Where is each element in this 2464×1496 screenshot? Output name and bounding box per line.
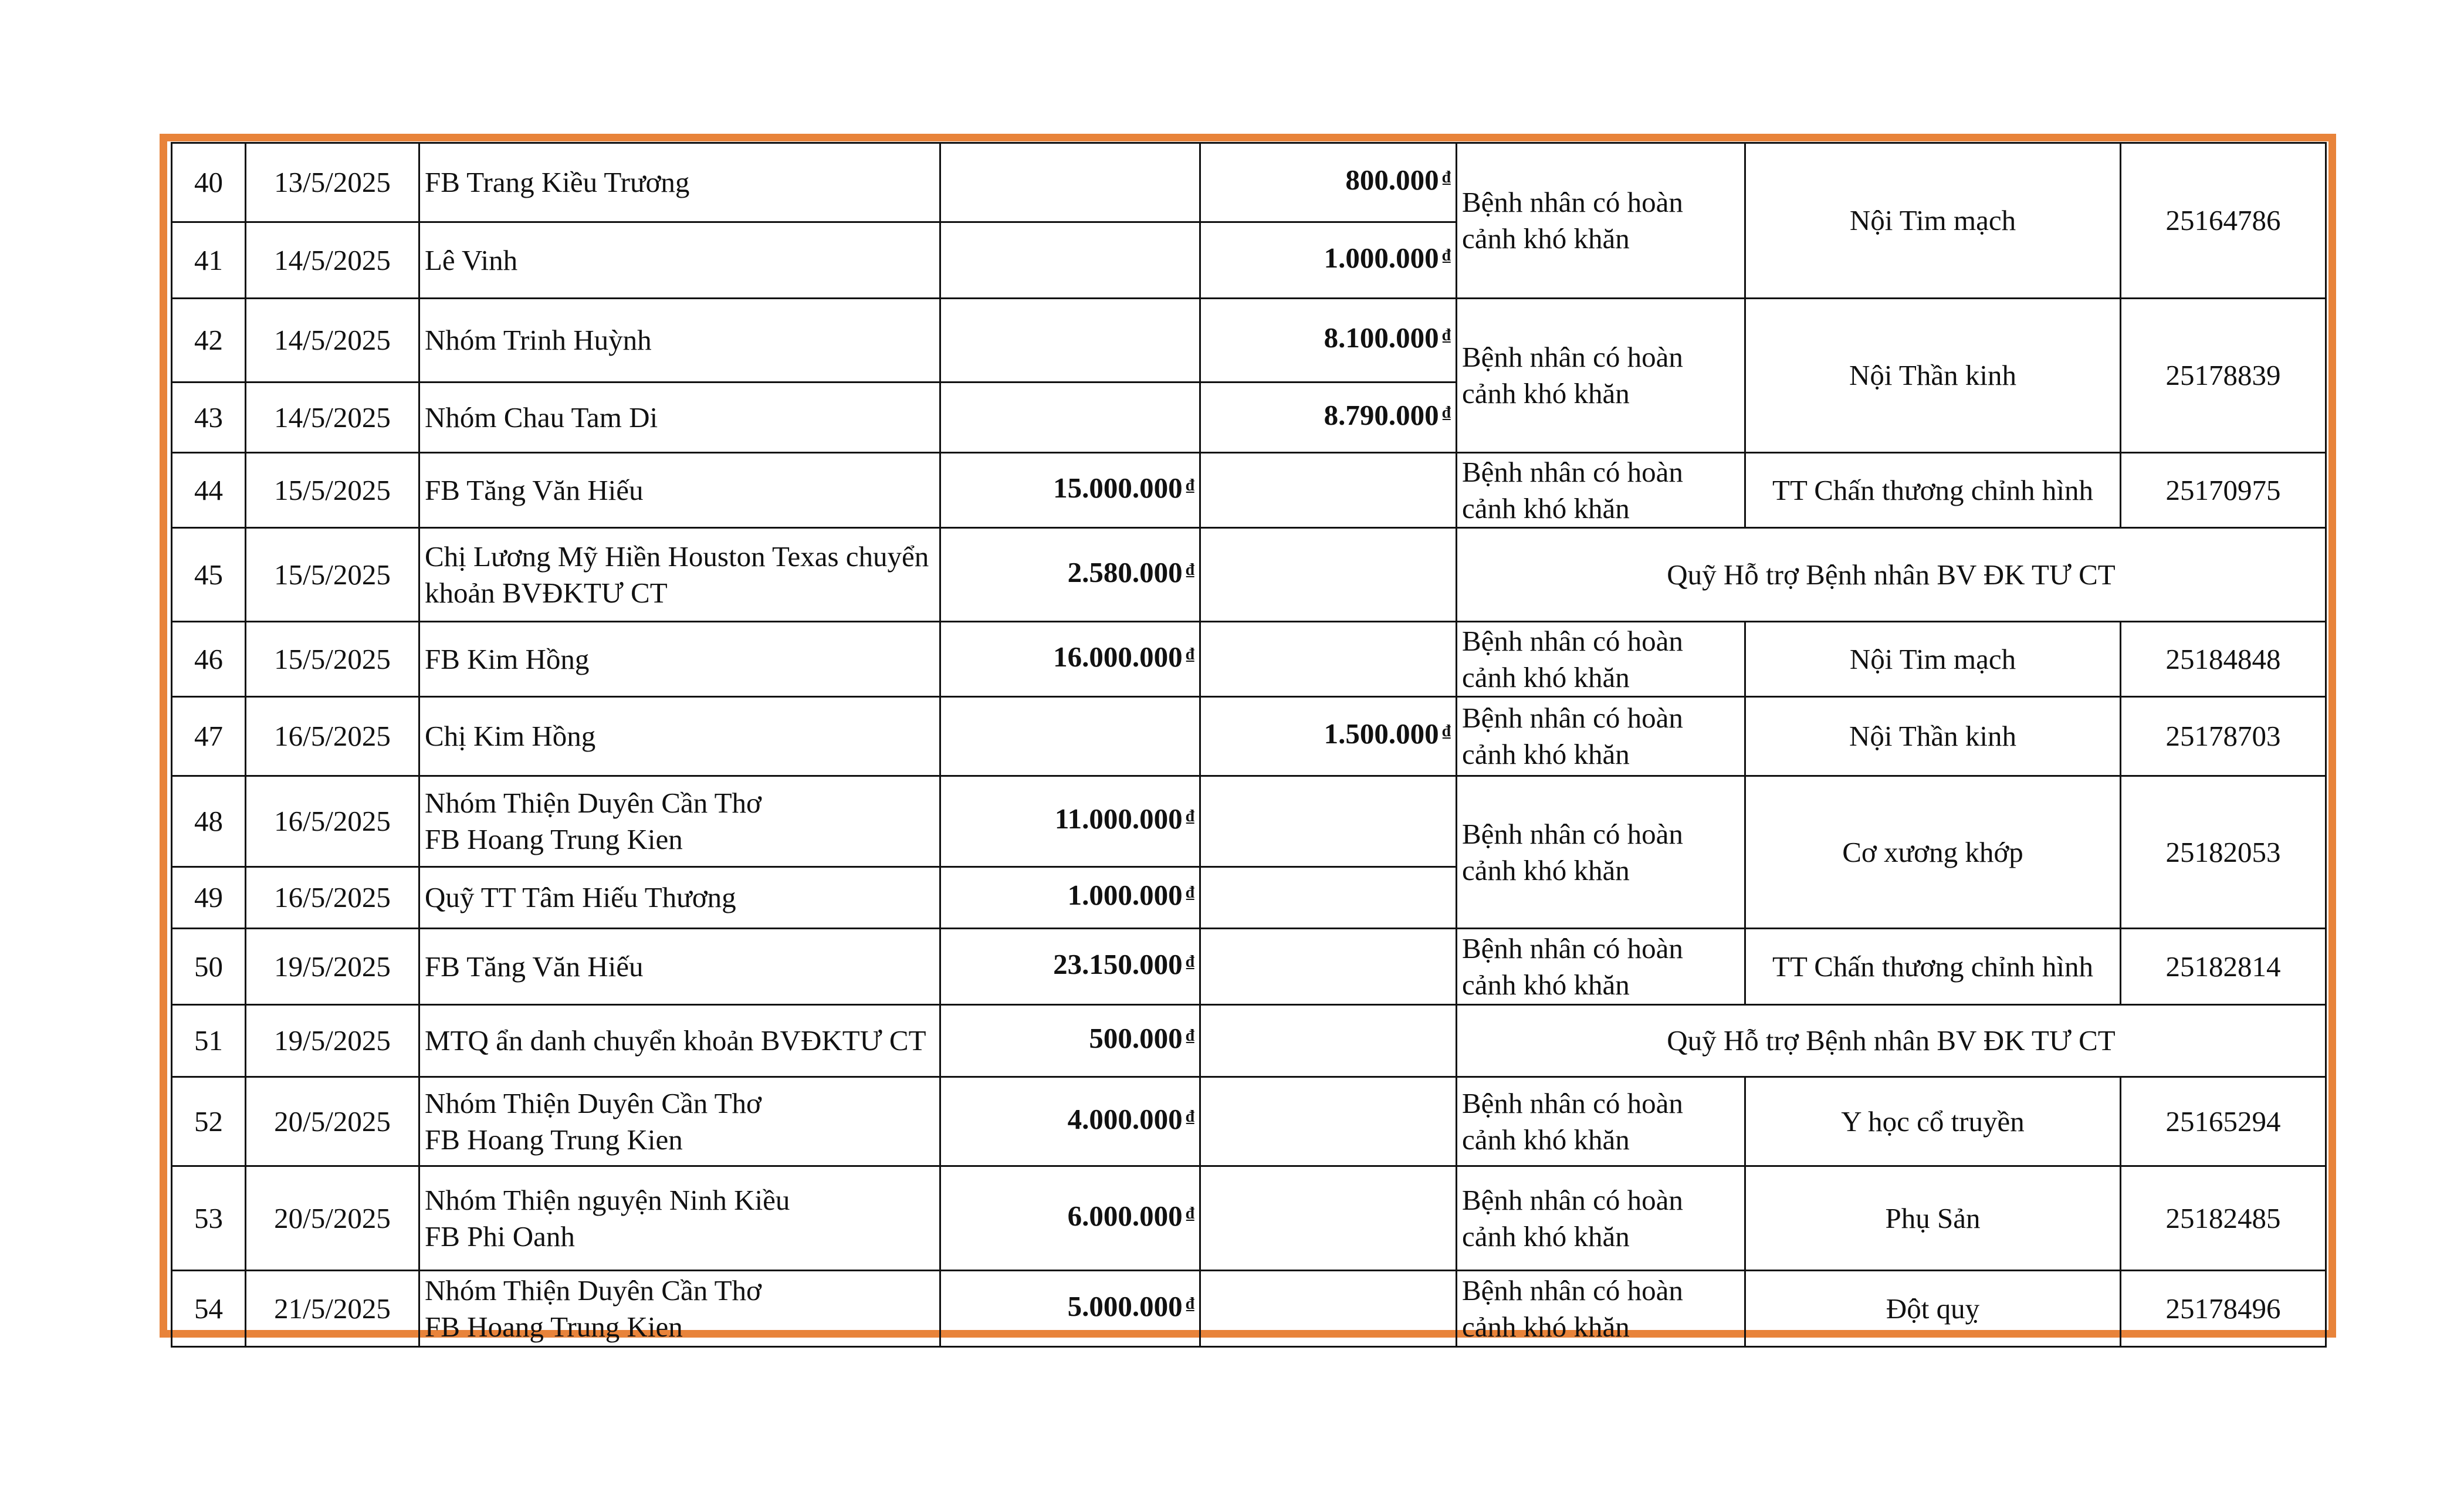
amount-cash-cell [940,1166,1200,1271]
department-cell: Phụ Sản [1745,1166,2121,1271]
amount-cash-cell [940,622,1200,697]
patient-code-cell: 25182053 [2121,776,2326,929]
department-cell: TT Chấn thương chỉnh hình [1745,453,2121,528]
row-number: 51 [172,1005,246,1077]
table-row [172,929,2326,1005]
department-cell: Nội Tim mạch [1745,143,2121,299]
currency-symbol: ₫ [1186,1294,1194,1313]
amount-transfer-cell [1200,528,1457,622]
currency-symbol: ₫ [1186,476,1194,495]
purpose-cell: Bệnh nhân có hoàn cảnh khó khăn [1457,143,1745,299]
row-number: 53 [172,1166,246,1271]
donor-name: Nhóm Chau Tam Di [419,383,940,453]
amount-cash-cell [940,697,1200,776]
amount-transfer-cell [1200,143,1457,222]
amount-transfer-cell [1200,867,1457,929]
currency-symbol: ₫ [1442,326,1451,344]
amount-cash-cell [940,383,1200,453]
donor-name: FB Tăng Văn Hiếu [419,929,940,1005]
amount-value: 2.580.000 [1067,556,1183,588]
amount-transfer-cell [1200,1077,1457,1166]
amount-cash-cell [940,1271,1200,1347]
amount-value: 8.790.000 [1324,398,1439,431]
amount-cash-cell [940,1077,1200,1166]
donation-date: 15/5/2025 [246,622,419,697]
patient-code-cell: 25170975 [2121,453,2326,528]
amount-cash-cell [940,776,1200,867]
row-number: 52 [172,1077,246,1166]
patient-code-cell: 25182814 [2121,929,2326,1005]
fund-cell: Quỹ Hỗ trợ Bệnh nhân BV ĐK TƯ CT [1457,528,2326,622]
table-row [172,143,2326,222]
patient-code-cell: 25182485 [2121,1166,2326,1271]
patient-code-cell: 25164786 [2121,143,2326,299]
table-row [172,1077,2326,1166]
amount-value: 5.000.000 [1067,1289,1183,1322]
donation-date: 16/5/2025 [246,697,419,776]
department-cell: TT Chấn thương chỉnh hình [1745,929,2121,1005]
donor-name: Chị Kim Hồng [419,697,940,776]
amount-cash-cell [940,528,1200,622]
donor-name: Lê Vinh [419,222,940,299]
donor-name: Nhóm Thiện Duyên Cần Thơ FB Hoang Trung Kien [419,1271,940,1347]
donor-name: Nhóm Trinh Huỳnh [419,299,940,383]
amount-cash-cell [940,929,1200,1005]
donor-name: FB Kim Hồng [419,622,940,697]
donation-date: 13/5/2025 [246,143,419,222]
patient-code-cell: 25178496 [2121,1271,2326,1347]
currency-symbol: ₫ [1186,884,1194,902]
amount-value: 11.000.000 [1054,803,1183,835]
donor-name: Nhóm Thiện nguyện Ninh Kiều FB Phi Oanh [419,1166,940,1271]
department-cell: Đột quỵ [1745,1271,2121,1347]
amount-transfer-cell [1200,1005,1457,1077]
donation-date: 15/5/2025 [246,453,419,528]
amount-transfer-cell [1200,383,1457,453]
table-row [172,453,2326,528]
amount-transfer-cell [1200,299,1457,383]
patient-code-cell: 25178839 [2121,299,2326,453]
amount-transfer-cell [1200,776,1457,867]
table-row [172,528,2326,622]
table-row [172,1271,2326,1347]
amount-value: 8.100.000 [1324,321,1439,354]
donor-name: FB Trang Kiều Trương [419,143,940,222]
row-number: 50 [172,929,246,1005]
department-cell: Cơ xương khớp [1745,776,2121,929]
currency-symbol: ₫ [1442,246,1451,265]
purpose-cell: Bệnh nhân có hoàn cảnh khó khăn [1457,453,1745,528]
amount-value: 1.500.000 [1324,717,1439,750]
purpose-cell: Bệnh nhân có hoàn cảnh khó khăn [1457,697,1745,776]
donation-date: 19/5/2025 [246,929,419,1005]
amount-transfer-cell [1200,222,1457,299]
amount-cash-cell [940,299,1200,383]
patient-code-cell: 25184848 [2121,622,2326,697]
amount-cash-cell [940,143,1200,222]
row-number: 46 [172,622,246,697]
donation-date: 21/5/2025 [246,1271,419,1347]
purpose-cell: Bệnh nhân có hoàn cảnh khó khăn [1457,622,1745,697]
currency-symbol: ₫ [1186,1204,1194,1223]
amount-cash-cell [940,1005,1200,1077]
department-cell: Y học cổ truyền [1745,1077,2121,1166]
amount-value: 16.000.000 [1053,640,1183,673]
currency-symbol: ₫ [1186,952,1194,971]
fund-cell: Quỹ Hỗ trợ Bệnh nhân BV ĐK TƯ CT [1457,1005,2326,1077]
amount-transfer-cell [1200,929,1457,1005]
row-number: 43 [172,383,246,453]
row-number: 49 [172,867,246,929]
amount-value: 15.000.000 [1053,471,1183,504]
amount-value: 800.000 [1345,164,1439,196]
table-row [172,299,2326,383]
patient-code-cell: 25178703 [2121,697,2326,776]
row-number: 44 [172,453,246,528]
currency-symbol: ₫ [1186,560,1194,579]
amount-transfer-cell [1200,1271,1457,1347]
donor-name: Quỹ TT Tâm Hiếu Thương [419,867,940,929]
currency-symbol: ₫ [1442,722,1451,740]
amount-cash-cell [940,453,1200,528]
patient-code-cell: 25165294 [2121,1077,2326,1166]
donation-date: 15/5/2025 [246,528,419,622]
donation-table [171,142,2327,1348]
currency-symbol: ₫ [1186,645,1194,664]
donor-name: Chị Lương Mỹ Hiền Houston Texas chuyển khoản BVĐKTƯ CT [419,528,940,622]
amount-cash-cell [940,222,1200,299]
table-row [172,776,2326,867]
department-cell: Nội Thần kinh [1745,299,2121,453]
row-number: 47 [172,697,246,776]
purpose-cell: Bệnh nhân có hoàn cảnh khó khăn [1457,299,1745,453]
donation-date: 14/5/2025 [246,383,419,453]
donation-date: 14/5/2025 [246,222,419,299]
row-number: 45 [172,528,246,622]
amount-value: 1.000.000 [1067,879,1183,911]
table-row [172,697,2326,776]
row-number: 48 [172,776,246,867]
donation-date: 16/5/2025 [246,776,419,867]
purpose-cell: Bệnh nhân có hoàn cảnh khó khăn [1457,1271,1745,1347]
donor-name: FB Tăng Văn Hiếu [419,453,940,528]
table-row [172,1005,2326,1077]
currency-symbol: ₫ [1442,168,1451,187]
department-cell: Nội Tim mạch [1745,622,2121,697]
donor-name: Nhóm Thiện Duyên Cần Thơ FB Hoang Trung Kien [419,776,940,867]
currency-symbol: ₫ [1186,1027,1194,1045]
row-number: 42 [172,299,246,383]
row-number: 41 [172,222,246,299]
table-row [172,622,2326,697]
amount-value: 1.000.000 [1324,241,1439,274]
amount-value: 6.000.000 [1067,1199,1183,1232]
amount-transfer-cell [1200,453,1457,528]
purpose-cell: Bệnh nhân có hoàn cảnh khó khăn [1457,776,1745,929]
department-cell: Nội Thần kinh [1745,697,2121,776]
purpose-cell: Bệnh nhân có hoàn cảnh khó khăn [1457,1077,1745,1166]
donation-date: 14/5/2025 [246,299,419,383]
amount-cash-cell [940,867,1200,929]
donation-date: 20/5/2025 [246,1166,419,1271]
amount-value: 23.150.000 [1053,947,1183,980]
amount-value: 4.000.000 [1067,1102,1183,1135]
currency-symbol: ₫ [1186,1107,1194,1126]
amount-transfer-cell [1200,1166,1457,1271]
table-row [172,1166,2326,1271]
donor-name: Nhóm Thiện Duyên Cần Thơ FB Hoang Trung Kien [419,1077,940,1166]
donation-date: 19/5/2025 [246,1005,419,1077]
row-number: 40 [172,143,246,222]
currency-symbol: ₫ [1442,403,1451,422]
currency-symbol: ₫ [1186,807,1194,825]
donation-date: 20/5/2025 [246,1077,419,1166]
amount-transfer-cell [1200,622,1457,697]
purpose-cell: Bệnh nhân có hoàn cảnh khó khăn [1457,929,1745,1005]
donor-name: MTQ ẩn danh chuyển khoản BVĐKTƯ CT [419,1005,940,1077]
row-number: 54 [172,1271,246,1347]
amount-value: 500.000 [1089,1022,1183,1054]
donation-date: 16/5/2025 [246,867,419,929]
purpose-cell: Bệnh nhân có hoàn cảnh khó khăn [1457,1166,1745,1271]
amount-transfer-cell [1200,697,1457,776]
